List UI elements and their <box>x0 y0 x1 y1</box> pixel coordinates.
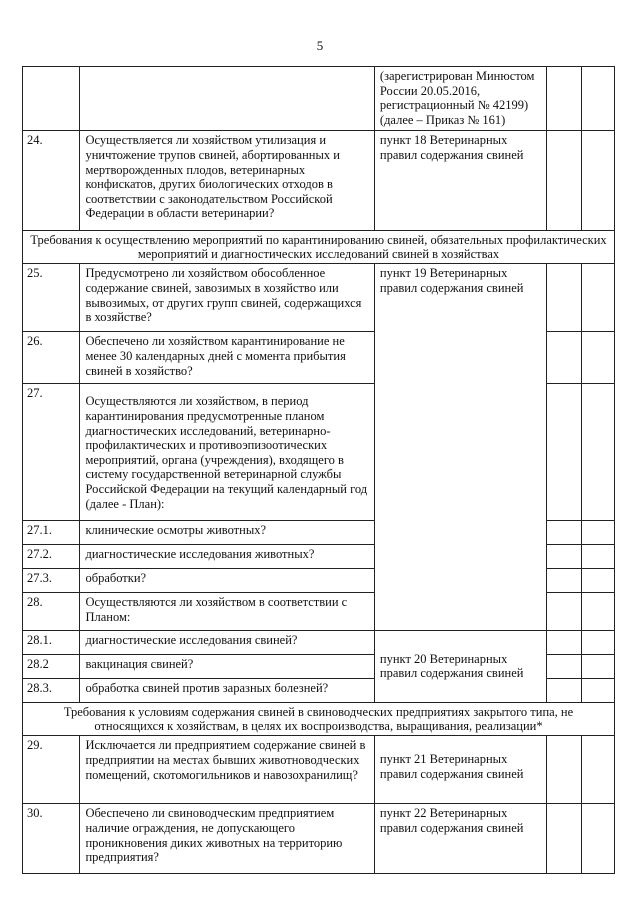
table-row <box>23 67 615 131</box>
answer-cell[interactable] <box>547 569 582 593</box>
answer-cell[interactable] <box>547 131 582 231</box>
legal-reference: пункт 20 Ветеринарных правил содержания свиней <box>374 631 546 703</box>
section-row <box>23 231 615 264</box>
answer-cell[interactable] <box>547 804 582 874</box>
table-row <box>23 131 615 231</box>
question-text: диагностические исследования животных? <box>80 545 374 569</box>
answer-cell[interactable] <box>547 332 582 384</box>
answer-cell[interactable] <box>547 593 582 631</box>
section-row <box>23 703 615 736</box>
checklist-table <box>22 66 615 874</box>
answer-cell[interactable] <box>547 655 582 679</box>
item-number: 28.3. <box>23 679 80 703</box>
note-cell[interactable] <box>582 631 615 655</box>
answer-cell[interactable] <box>547 545 582 569</box>
note-cell[interactable] <box>582 264 615 332</box>
note-cell[interactable] <box>582 384 615 521</box>
table-row <box>23 631 615 655</box>
question-text: диагностические исследования свиней? <box>80 631 374 655</box>
question-text <box>80 67 374 131</box>
answer-cell[interactable] <box>547 264 582 332</box>
section-heading: Требования к условиям содержания свиней в свиноводческих предприятиях закрытого типа, не относящихся к хозяйствам, в целях их воспроизводства, выращивания, реализации* <box>23 703 615 736</box>
question-text: Осуществляются ли хозяйством в соответствии с Планом: <box>80 593 374 631</box>
answer-cell[interactable] <box>547 736 582 804</box>
answer-cell[interactable] <box>547 384 582 521</box>
item-number: 28.1. <box>23 631 80 655</box>
item-number <box>23 67 80 131</box>
legal-reference: пункт 19 Ветеринарных правил содержания свиней <box>374 264 546 631</box>
table-row <box>23 804 615 874</box>
answer-cell[interactable] <box>547 67 582 131</box>
item-number: 27.3. <box>23 569 80 593</box>
question-text: Осуществляется ли хозяйством утилизация и уничтожение трупов свиней, абортированных и мертворожденных плодов, ветеринарных конфискатов, других биологических отходов в соответствии с законодательством Российской Федерации в области ветеринарии? <box>80 131 374 231</box>
legal-reference: пункт 21 Ветеринарных правил содержания свиней <box>374 736 546 804</box>
item-number: 27. <box>23 384 80 521</box>
question-text: Обеспечено ли свиноводческим предприятием наличие ограждения, не допускающего проникновения диких животных на территорию предприятия? <box>80 804 374 874</box>
question-text: обработки? <box>80 569 374 593</box>
item-number: 28.2 <box>23 655 80 679</box>
question-text: вакцинация свиней? <box>80 655 374 679</box>
legal-reference: (зарегистрирован Минюстом России 20.05.2016, регистрационный № 42199) (далее – Приказ № 161) <box>374 67 546 131</box>
note-cell[interactable] <box>582 131 615 231</box>
note-cell[interactable] <box>582 679 615 703</box>
item-number: 24. <box>23 131 80 231</box>
note-cell[interactable] <box>582 569 615 593</box>
legal-reference: пункт 18 Ветеринарных правил содержания свиней <box>374 131 546 231</box>
item-number: 25. <box>23 264 80 332</box>
table-row <box>23 736 615 804</box>
note-cell[interactable] <box>582 545 615 569</box>
item-number: 26. <box>23 332 80 384</box>
note-cell[interactable] <box>582 655 615 679</box>
page-number: 5 <box>316 38 324 53</box>
item-number: 27.2. <box>23 545 80 569</box>
item-number: 30. <box>23 804 80 874</box>
question-text: Предусмотрено ли хозяйством обособленное содержание свиней, завозимых в хозяйство или вывозимых, от других групп свиней, содержащихся в хозяйстве? <box>80 264 374 332</box>
note-cell[interactable] <box>582 736 615 804</box>
note-cell[interactable] <box>582 332 615 384</box>
note-cell[interactable] <box>582 521 615 545</box>
answer-cell[interactable] <box>547 631 582 655</box>
item-number: 28. <box>23 593 80 631</box>
section-heading: Требования к осуществлению мероприятий по карантинированию свиней, обязательных профилактических мероприятий и диагностических исследований свиней в хозяйствах <box>23 231 615 264</box>
table-row <box>23 264 615 332</box>
note-cell[interactable] <box>582 593 615 631</box>
item-number: 29. <box>23 736 80 804</box>
question-text: обработка свиней против заразных болезней? <box>80 679 374 703</box>
question-text: клинические осмотры животных? <box>80 521 374 545</box>
question-text: Исключается ли предприятием содержание свиней в предприятии на местах бывших животноводческих помещений, скотомогильников и навозохранилищ? <box>80 736 374 804</box>
note-cell[interactable] <box>582 804 615 874</box>
question-text: Обеспечено ли хозяйством карантинирование не менее 30 календарных дней с момента прибытия свиней в хозяйство? <box>80 332 374 384</box>
legal-reference: пункт 22 Ветеринарных правил содержания свиней <box>374 804 546 874</box>
question-text: Осуществляются ли хозяйством, в период карантинирования предусмотренные планом диагностических исследований, ветеринарно-профилактических и противоэпизоотических мероприятий, органа (учреждения), входящего в систему государственной ветеринарной службы Российской Федерации на текущий календарный год (далее - План): <box>80 384 374 521</box>
note-cell[interactable] <box>582 67 615 131</box>
answer-cell[interactable] <box>547 679 582 703</box>
answer-cell[interactable] <box>547 521 582 545</box>
item-number: 27.1. <box>23 521 80 545</box>
